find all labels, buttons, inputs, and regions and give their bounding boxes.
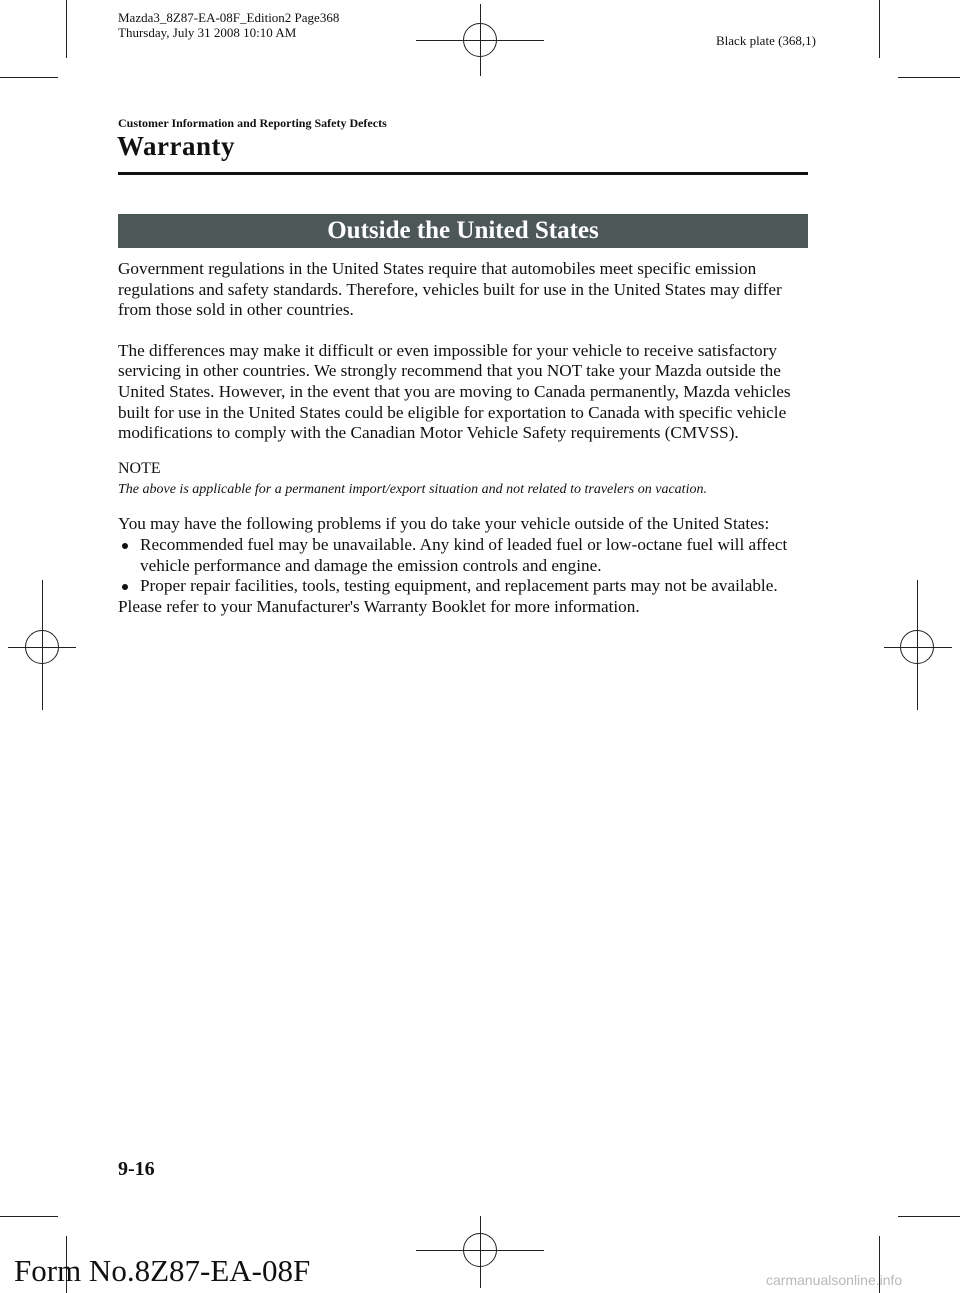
- bullet-icon: [122, 584, 128, 590]
- bullet-icon: [122, 543, 128, 549]
- page-number: 9-16: [118, 1158, 155, 1180]
- section-banner: Outside the United States: [118, 214, 808, 248]
- form-number: Form No.8Z87-EA-08F: [14, 1253, 311, 1288]
- main-content: [118, 259, 808, 617]
- list-item: Proper repair facilities, tools, testing equipment, and replacement parts may not be available.: [118, 576, 808, 597]
- title-rule: [118, 172, 808, 175]
- paragraph-regulations: Government regulations in the United States require that automobiles meet specific emission regulations and safety standards. Therefore, vehicles built for use in the United States may differ from those sold in other countries.: [118, 259, 782, 320]
- print-file-line: Mazda3_8Z87-EA-08F_Edition2 Page368: [118, 10, 340, 25]
- section-label: Customer Information and Reporting Safety Defects: [118, 116, 387, 130]
- page-title: Warranty: [117, 131, 235, 161]
- plate-label: Black plate (368,1): [716, 33, 816, 48]
- note-label: NOTE: [118, 459, 161, 477]
- print-job-info: [118, 10, 339, 40]
- paragraph-closing: Please refer to your Manufacturer's Warranty Booklet for more information.: [118, 596, 640, 616]
- note-text: The above is applicable for a permanent import/export situation and not related to travelers on vacation.: [118, 482, 707, 498]
- list-item: Recommended fuel may be unavailable. Any kind of leaded fuel or low-octane fuel will affect vehicle performance and damage the emission controls and engine.: [118, 535, 808, 576]
- problem-list: [118, 535, 808, 597]
- watermark-text: carmanualsonline.info: [766, 1272, 903, 1288]
- paragraph-problems: You may have the following problems if you do take your vehicle outside of the United States:: [118, 514, 770, 534]
- print-date-line: Thursday, July 31 2008 10:10 AM: [118, 25, 297, 40]
- paragraph-differences: The differences may make it difficult or even impossible for your vehicle to receive satisfactory servicing in other countries. We strongly recommend that you NOT take your Mazda outside the United States. However, in the event that you are moving to Canada permanently, Mazda vehicles built for use in the United States could be eligible for exportation to Canada with specific vehicle modifications to comply with the Canadian Motor Vehicle Safety requirements (CMVSS).: [118, 340, 791, 443]
